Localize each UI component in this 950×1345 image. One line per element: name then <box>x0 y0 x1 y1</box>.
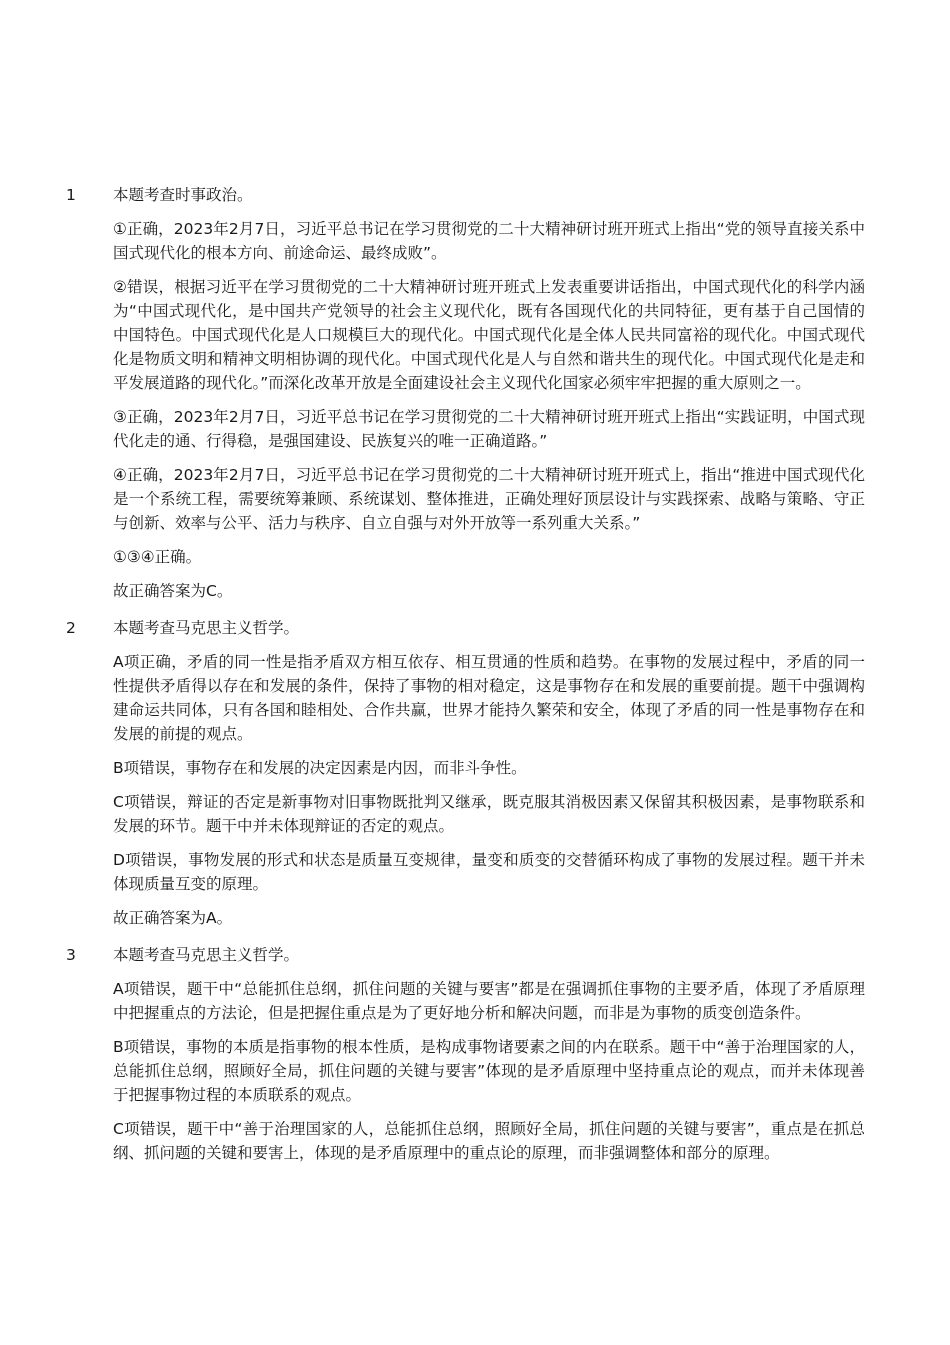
question-2 <box>0 616 950 930</box>
question-title: 本题考查时事政治。 <box>113 186 253 204</box>
question-title: 本题考查马克思主义哲学。 <box>113 619 300 637</box>
explanation-paragraph: A项错误，题干中“总能抓住总纲，抓住问题的关键与要害”都是在强调抓住事物的主要矛盾，体现了矛盾原理中把握重点的方法论，但是把握住重点是为了更好地分析和解决问题，而非是为事物的质变创造条件。 <box>113 980 865 1022</box>
question-3 <box>0 943 950 1165</box>
explanation-paragraph: D项错误，事物发展的形式和状态是质量互变规律，量变和质变的交替循环构成了事物的发展过程。题干并未体现质量互变的原理。 <box>113 851 865 893</box>
explanation-paragraph: B项错误，事物存在和发展的决定因素是内因，而非斗争性。 <box>113 759 527 777</box>
document-page <box>0 183 950 1178</box>
explanation-paragraph: ①正确，2023年2月7日，习近平总书记在学习贯彻党的二十大精神研讨班开班式上指出“党的领导直接关系中国式现代化的根本方向、前途命运、最终成败”。 <box>113 220 865 262</box>
question-number: 3 <box>66 946 76 964</box>
question-1 <box>0 183 950 603</box>
explanation-paragraph: ②错误，根据习近平在学习贯彻党的二十大精神研讨班开班式上发表重要讲话指出，中国式现代化的科学内涵为“中国式现代化，是中国共产党领导的社会主义现代化，既有各国现代化的共同特征，更有基于自己国情的中国特色。中国式现代化是人口规模巨大的现代化。中国式现代化是全体人民共同富裕的现代化。中国式现代化是物质文明和精神文明相协调的现代化。中国式现代化是人与自然和谐共生的现代化。中国式现代化是走和平发展道路的现代化。”而深化改革开放是全面建设社会主义现代化国家必须牢牢把握的重大原则之一。 <box>113 278 865 392</box>
answer-line: 故正确答案为A。 <box>113 909 233 927</box>
question-number: 2 <box>66 619 76 637</box>
explanation-paragraph: C项错误，题干中“善于治理国家的人，总能抓住总纲，照顾好全局，抓住问题的关键与要害”，重点是在抓总纲、抓问题的关键和要害上，体现的是矛盾原理中的重点论的原理，而非强调整体和部分的原理。 <box>113 1120 865 1162</box>
explanation-paragraph: A项正确，矛盾的同一性是指矛盾双方相互依存、相互贯通的性质和趋势。在事物的发展过程中，矛盾的同一性提供矛盾得以存在和发展的条件，保持了事物的相对稳定，这是事物存在和发展的重要前提。题干中强调构建命运共同体，只有各国和睦相处、合作共赢，世界才能持久繁荣和安全，体现了矛盾的同一性是事物存在和发展的前提的观点。 <box>113 653 865 743</box>
explanation-paragraph: ③正确，2023年2月7日，习近平总书记在学习贯彻党的二十大精神研讨班开班式上指出“实践证明，中国式现代化走的通、行得稳，是强国建设、民族复兴的唯一正确道路。” <box>113 408 865 450</box>
answer-line: 故正确答案为C。 <box>113 582 233 600</box>
explanation-paragraph: ④正确，2023年2月7日，习近平总书记在学习贯彻党的二十大精神研讨班开班式上，指出“推进中国式现代化是一个系统工程，需要统筹兼顾、系统谋划、整体推进，正确处理好顶层设计与实践探索、战略与策略、守正与创新、效率与公平、活力与秩序、自立自强与对外开放等一系列重大关系。” <box>113 466 865 532</box>
explanation-paragraph: B项错误，事物的本质是指事物的根本性质，是构成事物诸要素之间的内在联系。题干中“善于治理国家的人，总能抓住总纲，照顾好全局，抓住问题的关键与要害”体现的是矛盾原理中坚持重点论的观点，而并未体现善于把握事物过程的本质联系的观点。 <box>113 1038 865 1104</box>
question-title: 本题考查马克思主义哲学。 <box>113 946 300 964</box>
question-number: 1 <box>66 186 76 204</box>
explanation-paragraph: ①③④正确。 <box>113 548 202 566</box>
explanation-paragraph: C项错误，辩证的否定是新事物对旧事物既批判又继承，既克服其消极因素又保留其积极因素，是事物联系和发展的环节。题干中并未体现辩证的否定的观点。 <box>113 793 865 835</box>
